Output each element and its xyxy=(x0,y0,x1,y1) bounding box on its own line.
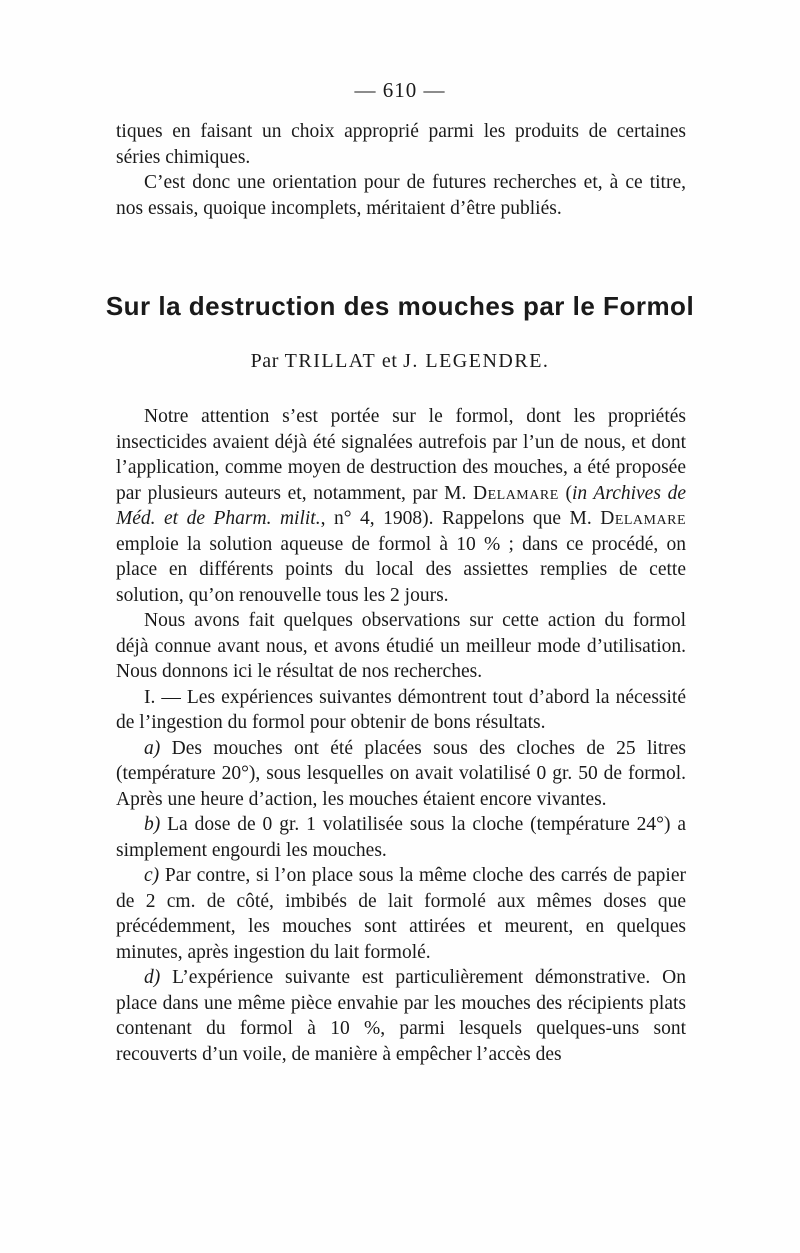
article-title: Sur la destruction des mouches par le Formol xyxy=(105,291,695,321)
list-item xyxy=(116,812,686,863)
author-name: TRILLAT xyxy=(284,350,377,372)
page-number: — 610 — xyxy=(354,78,446,102)
item-text: Des mouches ont été placées sous des cloches de 25 litres (température 20°), sous lesquelles on avait volatilisé 0 gr. 50 de formol. Après une heure d’action, les mouches étaient encore vivantes. xyxy=(116,737,686,810)
item-label: b) xyxy=(144,814,161,835)
list-item xyxy=(116,965,686,1067)
paragraph xyxy=(116,404,686,608)
item-label: a) xyxy=(144,737,161,759)
paragraph: C’est donc une orientation pour de futures recherches et, à ce titre, nos essais, quoique incomplets, méritaient d’être publiés. xyxy=(116,172,686,219)
list-item xyxy=(116,863,686,965)
item-text: Par contre, si l’on place sous la même cloche des carrés de papier de 2 cm. de côté, imbibés de lait formolé aux mêmes doses que précédemment, les mouches sont attirées et meurent, en quelques minutes, après ingestion du lait formolé. xyxy=(116,865,686,963)
article-body xyxy=(116,404,686,1067)
paragraph: Nous avons fait quelques observations sur cette action du formol déjà connue avant nous, et avons étudié un meilleur mode d’utilisation. Nous donnons ici le résultat de nos recherches. xyxy=(116,610,686,682)
paragraph: I. — Les expériences suivantes démontrent tout d’abord la nécessité de l’ingestion du formol pour obtenir de bons résultats. xyxy=(116,686,686,733)
author-reference: Delamare xyxy=(473,482,559,504)
continuation-text xyxy=(116,119,686,221)
list-item xyxy=(116,736,686,813)
author-name: J. LEGENDRE. xyxy=(403,350,550,372)
item-label: c) xyxy=(144,865,160,886)
text-run: ( xyxy=(558,482,572,504)
citation: in Archives de Méd. et de Pharm. milit. xyxy=(116,482,687,529)
byline-conjunction: et xyxy=(381,350,398,372)
item-text: La dose de 0 gr. 1 volatilisée sous la cloche (température 24°) a simplement engourdi les mouches. xyxy=(116,814,686,861)
byline-prefix: Par xyxy=(250,350,280,372)
author-reference: Delamare xyxy=(600,508,686,529)
byline xyxy=(0,350,800,373)
paragraph: tiques en faisant un choix approprié parmi les produits de certaines séries chimiques. xyxy=(116,121,686,168)
item-text: L’expérience suivante est particulièrement démonstrative. On place dans une même pièce envahie par les mouches des récipients plats contenant du formol à 10 %, parmi lesquels quelques-uns sont recouverts d’un voile, de manière à empêcher l’accès des xyxy=(116,967,686,1065)
item-label: d) xyxy=(144,967,161,988)
text-run: emploie la solution aqueuse de formol à 10 % ; dans ce procédé, on place en différents points du local des assiettes remplies de cette solution, qu’on renouvelle tous les 2 jours. xyxy=(116,533,686,606)
text-run: Notre attention s’est portée sur le formol, dont les propriétés insecticides avaient déjà été signalées autrefois par l’un de nous, et dont l’application, comme moyen de destruction des mouches, a été proposée par plusieurs auteurs et, notamment, par M. xyxy=(116,406,686,504)
text-run: , n° 4, 1908). Rappelons que M. xyxy=(320,508,601,529)
